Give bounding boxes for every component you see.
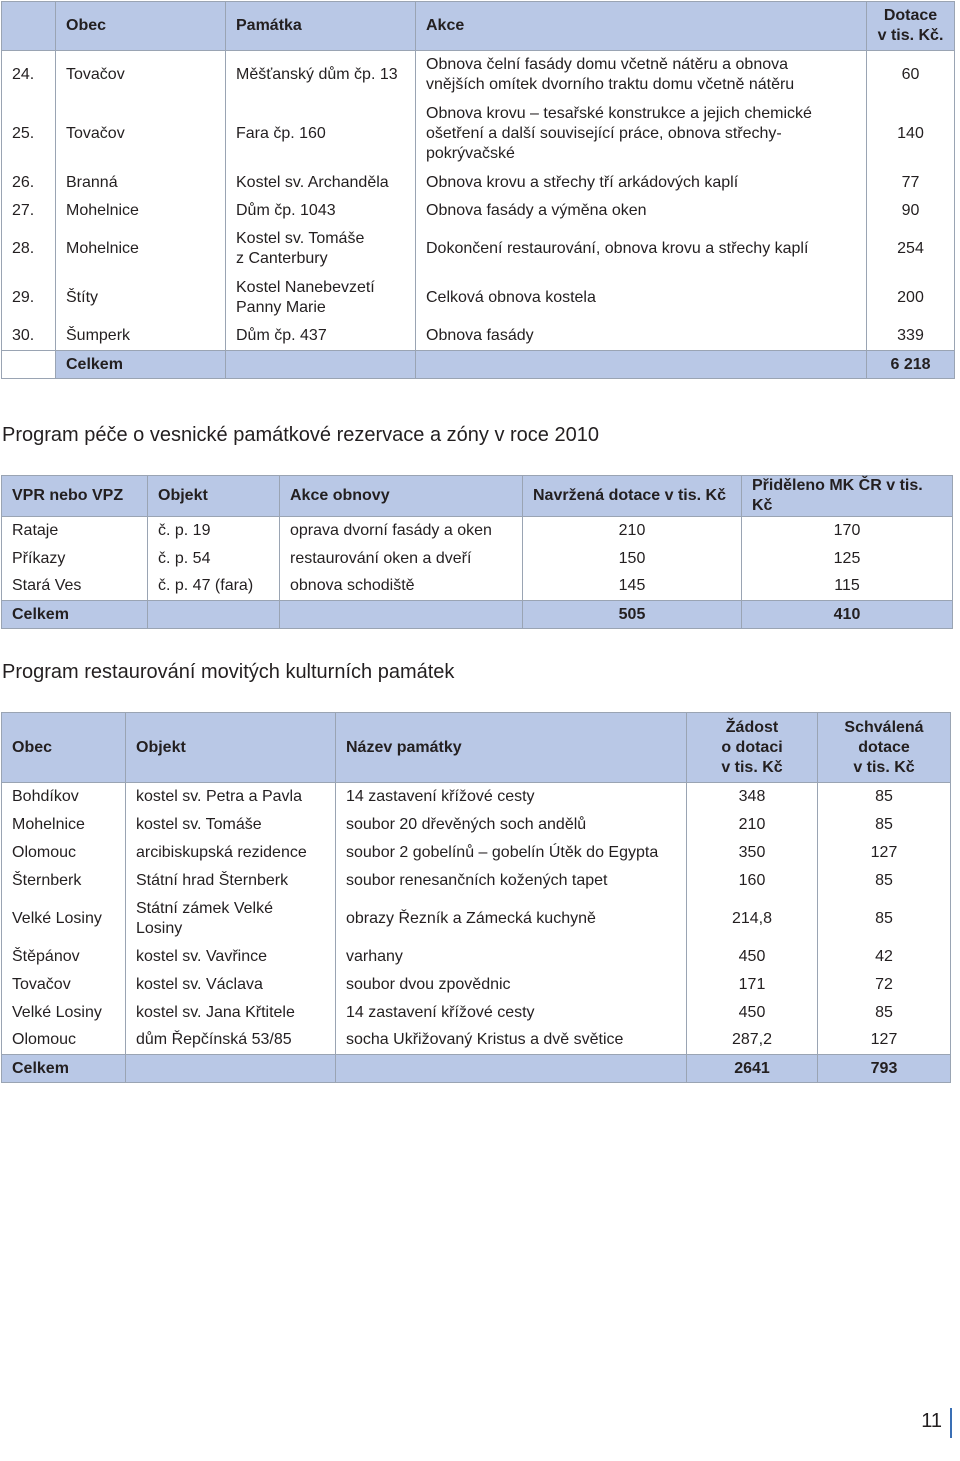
table-row: Mohelnice kostel sv. Tomáše soubor 20 dřevěných soch andělů 210 85 — [2, 811, 951, 839]
table-row: 29. Štíty Kostel Nanebevzetí Panny Marie Celková obnova kostela 200 — [2, 274, 955, 323]
table-header-row — [2, 2, 955, 51]
table-row: 28. Mohelnice Kostel sv. Tomáše z Canterbury Dokončení restaurování, obnova krovu a střechy kaplí 254 — [2, 225, 955, 274]
table-row: 27. Mohelnice Dům čp. 1043 Obnova fasády a výměna oken 90 — [2, 197, 955, 225]
table-row: Bohdíkov kostel sv. Petra a Pavla 14 zastavení křížové cesty 348 85 — [2, 783, 951, 811]
table-row: 24. Tovačov Měšťanský dům čp. 13 Obnova čelní fasády domu včetně nátěru a obnova vnějších omítek dvorního traktu domu včetně nátěru 60 — [2, 51, 955, 100]
total-row: Celkem 505 410 — [2, 601, 953, 629]
monuments-restoration-table — [1, 1, 955, 379]
page-number: 11 — [921, 1410, 942, 1432]
header-nazev: Název památky — [336, 713, 687, 783]
table-row: 25. Tovačov Fara čp. 160 Obnova krovu – tesařské konstrukce a jejich chemické ošetření a další související práce, obnova střechy- pokrývačské 140 — [2, 100, 955, 169]
table-row: Příkazy č. p. 54 restaurování oken a dveří 150 125 — [2, 545, 953, 573]
total-row: Celkem 6 218 — [2, 351, 955, 379]
header-akce: Akce obnovy — [280, 476, 523, 517]
table-row: Tovačov kostel sv. Václava soubor dvou zpovědnic 171 72 — [2, 971, 951, 999]
table-row: Olomouc arcibiskupská rezidence soubor 2 gobelínů – gobelín Útěk do Egypta 350 127 — [2, 839, 951, 867]
header-prideleno: Přiděleno MK ČR v tis. Kč — [742, 476, 953, 517]
table-row: 30. Šumperk Dům čp. 437 Obnova fasády 339 — [2, 323, 955, 351]
header-num — [2, 2, 56, 51]
header-schvalena: Schválená dotace v tis. Kč — [818, 713, 951, 783]
table-row: Stará Ves č. p. 47 (fara) obnova schodiště 145 115 — [2, 573, 953, 601]
header-pamatka: Památka — [226, 2, 416, 51]
page-number-bar — [950, 1408, 952, 1438]
table-row: Štěpánov kostel sv. Vavřince varhany 450 42 — [2, 943, 951, 971]
table-row: 26. Branná Kostel sv. Archanděla Obnova krovu a střechy tří arkádových kaplí 77 — [2, 169, 955, 197]
movable-monuments-table — [1, 712, 951, 1083]
table-row: Velké Losiny kostel sv. Jana Křtitele 14 zastavení křížové cesty 450 85 — [2, 999, 951, 1027]
table-row: Rataje č. p. 19 oprava dvorní fasády a oken 210 170 — [2, 517, 953, 545]
table-row: Velké Losiny Státní zámek Velké Losiny obrazy Řezník a Zámecká kuchyně 214,8 85 — [2, 895, 951, 943]
table-header-row — [2, 476, 953, 517]
header-zadost: Žádost o dotaci v tis. Kč — [687, 713, 818, 783]
header-objekt: Objekt — [126, 713, 336, 783]
header-akce: Akce — [416, 2, 867, 51]
table-row: Olomouc dům Řepčínská 53/85 socha Ukřižovaný Kristus a dvě světice 287,2 127 — [2, 1027, 951, 1055]
header-dotace: Dotace v tis. Kč. — [867, 2, 955, 51]
table-row: Šternberk Státní hrad Šternberk soubor renesančních kožených tapet 160 85 — [2, 867, 951, 895]
section-title: Program péče o vesnické památkové rezervace a zóny v roce 2010 — [2, 424, 599, 446]
header-vpr: VPR nebo VPZ — [2, 476, 148, 517]
section-title: Program restaurování movitých kulturních památek — [2, 661, 455, 683]
village-reserves-table — [1, 475, 953, 629]
total-row: Celkem 2641 793 — [2, 1055, 951, 1083]
header-obec: Obec — [56, 2, 226, 51]
header-objekt: Objekt — [148, 476, 280, 517]
table-header-row — [2, 713, 951, 783]
header-obec: Obec — [2, 713, 126, 783]
header-navrzena: Navržená dotace v tis. Kč — [523, 476, 742, 517]
